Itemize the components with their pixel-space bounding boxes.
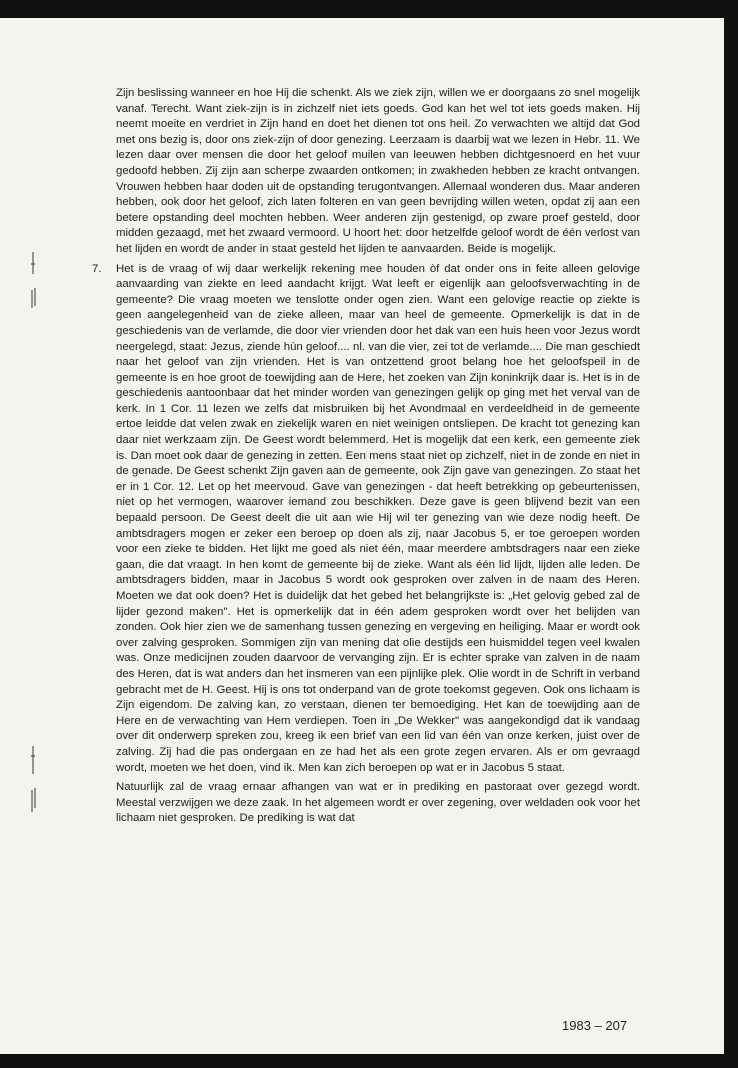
margin-binding-mark (28, 744, 38, 814)
paragraph (116, 86, 640, 258)
paragraph-number: 7. (92, 262, 102, 275)
numbered-paragraph (92, 262, 640, 777)
paragraph-text: Zijn beslissing wanneer en hoe Hij die schenkt. Als we ziek zijn, willen we er doorgaans zo snel mogelijk vanaf. Terecht. Want ziek-zijn is in zichzelf niet iets goeds. God kan het wel tot iets goeds maken. Hij neemt moeite en verdriet in Zijn hand en doet het dienen tot ons heil. Zo verwachten we altijd dat God met ons bezig is, door ons ziek-zijn of door genezing. Leerzaam is daarbij wat we lezen in Hebr. 11. We lezen daar over mensen die door het geloof muilen van leeuwen hebben dichtgesnoerd en het vuur gedoofd hebben. Zij zijn aan scherpe zwaarden ontkomen; in zwakheden hebben ze kracht ontvangen. Vrouwen hebben haar doden uit de opstanding terugontvangen. Allemaal wonderen dus. Maar anderen hebben, ook door het geloof, zich laten folteren en van geen bevrijding willen weten, opdat zij aan een betere opstanding deel mochten hebben. Weer anderen zijn gestenigd, op zware proef gesteld, door midden gezaagd, met het zwaard vermoord. U hoort het: door hetzelfde geloof wordt de één verlost van het lijden en wordt de ander in staat gesteld het lijden te aanvaarden. Beide is mogelijk. (116, 87, 640, 255)
paragraph (116, 780, 640, 827)
paragraph-text: Natuurlijk zal de vraag ernaar afhangen van wat er in prediking en pastoraat over gezegd wordt. Meestal verzwijgen we deze zaak. In het algemeen wordt er over zegening, over weldaden ook voor het lichaam niet gesproken. De prediking is wat dat (116, 781, 640, 825)
scan-bottom-border (0, 1054, 738, 1068)
paragraph-text: Het is de vraag of wij daar werkelijk rekening mee houden òf dat onder ons in feite alleen gelovige aanvaarding van ziekte en leed aandacht krijgt. Wat leeft er eigenlijk aan geloofsverwachting in de gemeente? Die vraag moeten we tenslotte onder ogen zien. Want een gelovige reactie op ziekte is geen aangelegenheid van de zieke alleen, maar van heel de gemeente. Opmerkelijk is dat in de geschiedenis van de verlamde, die door vier vrienden door het dak van een huis heen voor Jezus wordt neergelegd, staat: Jezus, ziende hùn geloof.... nl. van die vier, zei tot de verlamde.... Die man geschiedt naar het geloof van zijn vrienden. Het is van ontzettend groot belang hoe het geloofspeil in de gemeente is en hoe groot de toewijding aan de Here, het zoeken van Zijn koninkrijk daar is. Het is in de geschiedenis aantoonbaar dat het minder worden van genezingen gelijk op ging met het verval van de kerk. In 1 Cor. 11 lezen we zelfs dat misbruiken bij het Avondmaal en verdeeldheid in de gemeente ertoe leidde dat velen zwak en ziekelijk waren en niet weinigen ontsliepen. De kracht tot genezing kan daar niet werkzaam zijn. De Geest wordt belemmerd. Het is mogelijk dat een kerk, een gemeente ziek is. Dan moet ook daar de genezing in zetten. Een mens staat niet op zichzelf, niet in de zonde en niet in de genade. De Geest schenkt Zijn gaven aan de gemeente, ook Zijn gave van genezingen. Zo staat het er in 1 Cor. 12. Let op het meervoud. Gave van genezingen - dat heeft betrekking op gebeurtenissen, niet op het vermogen, waarover iemand zou beschikken. Deze gave is geen blijvend bezit van een bepaald persoon. De Geest deelt die uit aan wie Hij wil ter genezing van wie deze nodig heeft. De ambtsdragers mogen er zeker een beroep op doen als zij, naar Jacobus 5, er toe geroepen worden voor een zieke te bidden. Het lijkt me goed als niet één, maar meerdere ambtsdragers naar een zieke gaan, die dat vraagt. In hen komt de gemeente bij de zieke. Want als één lid lijdt, lijden alle leden. De ambtsdragers bidden, maar in Jacobus 5 wordt ook gesproken over zalven in de naam des Heren. Moeten we dat ook doen? Het is duidelijk dat het gebed het belangrijkste is: „Het gelovig gebed zal de lijder gezond maken". Het is opmerkelijk dat in één adem gesproken wordt over het belijden van zonden. Ook hier zien we de samenhang tussen genezing en vergeving en heiliging. Maar er wordt ook over zalving gesproken. Sommigen zijn van mening dat olie destijds een huismiddel tegen veel kwalen was. Onze medicijnen zouden daarvoor de vervanging zijn. Er is echter sprake van zalven in de naam des Heren, dat is wat anders dan het insmeren van een pijnlijke plek. Olie wordt in de Schrift in verband gebracht met de H. Geest. Hij is ons tot onderpand van de grote toekomst gegeven. Ook ons lichaam is Zijn eigendom. De zalving kan, zo verstaan, dienen ter bemoediging. Het kan de toewijding aan de Here en de verwachting van Hem verdiepen. Toen in „De Wekker" was aangekondigd dat ik vandaag over dit onderwerp spreken zou, kreeg ik een brief van een lid van één van onze kerken, juist over de zalving. Zij had die pas ondergaan en ze had het als een grote zegen ervaren. Als er om gevraagd wordt, moeten we het doen, vind ik. Men kan zich beroepen op wat er in Jacobus 5 staat. (116, 262, 640, 774)
page-sheet (0, 18, 724, 1054)
scan-top-border (0, 0, 738, 18)
margin-binding-mark (28, 250, 38, 310)
scan-right-border (724, 0, 738, 1068)
page-number: 1983 – 207 (562, 1018, 628, 1033)
body-text (92, 86, 640, 827)
